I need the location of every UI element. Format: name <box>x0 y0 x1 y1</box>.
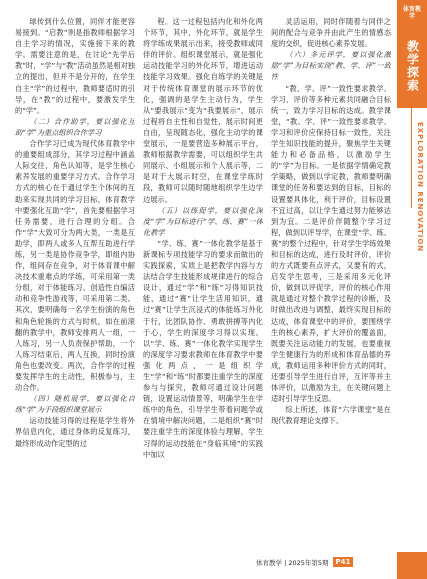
paragraph: “学、练、赛”一体化教学是基于新课标专项技能学习的要求而做出的实践探索，实质上是把教学内容与方法结合学生技能形成规律进行的综合设计，通过“学”和“练”习得知识技能，通过“赛”让学生活用知识，通过“赛”让学生沉浸式的体能练习外化于行，比团队协作、勇敢拼搏等内化于心，学生的深度学习得以实现。以“学、练、赛”一体化教学实现学生的深度学习要求教师在体育教学中要强化两点，一是组织学生“学”和“练”时都要注重学生的深度参与与探究，教师可通过设计问题链，设置运动情景等，明确学生在学练中的角色，引导学生带着问题学或在情境中解决问题，二是组织“赛”时要注重学生的深度体验与理解，学生习得的运动技能在“身临其境”的实践中加以 <box>143 238 263 459</box>
paragraph: 运动技能习得的过程是学生将外界信息内化，通过身体的反复练习，最终形成动作定型的过 <box>15 416 135 448</box>
paragraph: 程。这一过程包括内化和外化两个环节，其中，外化环节，就是学生将学练成果展示出来，接受教师或同伴的评价。组织课堂展示，就是强化运动技能学习的外化环节，增进运动技能学习效果。强化自练学的关键是对于传统体育课堂的展示环节的优化，强调的是学生主动行为，学生从“要我展示”变为“我要展示”，展示过程将自主性和自觉性，展示时间更自由，呈现随态化，强化主动学的课堂展示，一是要营造多种展示平台，教师根据教学需要，可以组织学生共同展示、小组展示和个人展示等，二是对于大展示时空，在课堂学练时段，教师可以随时随地组织学生边学边展示。 <box>143 17 263 204</box>
section-heading: （四）随机展学，要以强化自练“学”为手段组织课堂展示 <box>15 394 135 415</box>
footer-color-block <box>397 552 427 579</box>
paragraph: 合作学习已成为现代体育教学中的重要组成部分，其学习过程中涵盖人际交往，角色认知等，是学生核心素养发展的重要学习方式。合作学习方式的核心在于通过学生个体间的互助来实现共同的学习目标，体育教学中要强化互助“学”，首先要根据学习任务需要，进行合理的分组。合作“学”大致可分为两大类，一类是互助学，即两人或多人互帮互助进行学练，另一类是协作竞争学，即组内协作，组间存在竞争，对于体育课中解决技术重难点的学练，可采用第一类分组，对于体能练习、创造性自编活动和竞争性游戏等，可采用第二类。其次，要明确每一名学生扮演的角色和角色轮换的方式与时机，如在前滚翻的教学中，教师安排两人一组，一人练习，另一人负责保护帮助，一个人练习结束后，两人互换，同时扮演角色也要改变。两次，合作学的过程要发挥学生的主动性，积极参与，主动合作。 <box>15 139 135 393</box>
page-footer <box>256 557 353 567</box>
paragraph: 灵活运用，同时伴随着与同伴之间的配合与竞争并由此产生的情感态度的交织，促进核心素养发展。 <box>271 17 391 49</box>
section-heading: （二）合作助学，要以强化互助“学”为重点组织合作学习 <box>15 116 135 137</box>
section-title-english: EXPLORATION RENOVATION <box>416 121 424 253</box>
section-heading: （六）多元评学，要以强化激励“学”为目标实现“教、学、评”一致性 <box>271 50 391 82</box>
journal-brand: 体育教学 <box>402 6 421 20</box>
section-heading: （五）以练促学，要以强化深度“学”为目标进行“学、练、赛”一体化教学 <box>143 205 263 237</box>
section-title: 教学探索 <box>405 40 420 92</box>
paragraph: “教、学、评”一致性要求教学、学习、评价等多种元素共同融合目标统一，致力学习目标的达成。教学课堂，“教、学、评”一致性要求教学、学习和评价应保持目标一致性，关注学生知识技能的提升，聚焦学生关键能力和必备品格，以激励学生的“学”为目标。一是依据学情确定教学策略，做到以学定教，教师要明确课堂的任务和要达到的目标，目标的设置要具体化，利于评价，目标设置不宜过高，以让学生通过努力能够达到为宜。二是评价伴随整个学习过程，做到以评导学，在课堂“学、练、赛”的整个过程中，针对学生学练效果和目标的达成，进行及时评价，评价的方式既要有点评式，又要有的式，启发学生思考，三是采用多元化评价，做到以评促学，评价的核心作用就是通过对整个教学过程的诊断，及时做出改进与调整，最终实现目标的达成，体育课堂中的评价，要围绕学生的核心素养，扩大评价的覆盖面，既要关注运动能力的发展，也要重视学生健康行为的形成和体育品德的养成，教师运用多种评价方式的同时，还要引导学生进行自评，互评等并主体评价，以激励为主，在关键问题上适时引导学生反思。 <box>271 83 391 404</box>
column-right <box>271 16 391 552</box>
text-columns <box>15 16 393 552</box>
column-middle <box>143 16 263 552</box>
paragraph: 综上所述，体育“六学课堂”是在现代教育理论支撑下、 <box>271 405 391 426</box>
journal-issue: 体育教学 | 2025年第5期 <box>256 558 329 567</box>
page-number: P41 <box>333 557 354 567</box>
section-sidebar <box>397 0 427 579</box>
column-left <box>15 16 135 552</box>
paragraph: 球传到什么位置，同伴才能更容易接到。“启教”则是指教师根据学习自主学习的情况，实施接下来的教学。需要注意的是，在讨论“先学后教”时，“学”与“教”活动虽然是相对独立的提出，但并不是分开的，在学生自主“学”的过程中，教师要适时的引导，在“教”的过程中，要激发学生的“学”。 <box>15 17 135 115</box>
